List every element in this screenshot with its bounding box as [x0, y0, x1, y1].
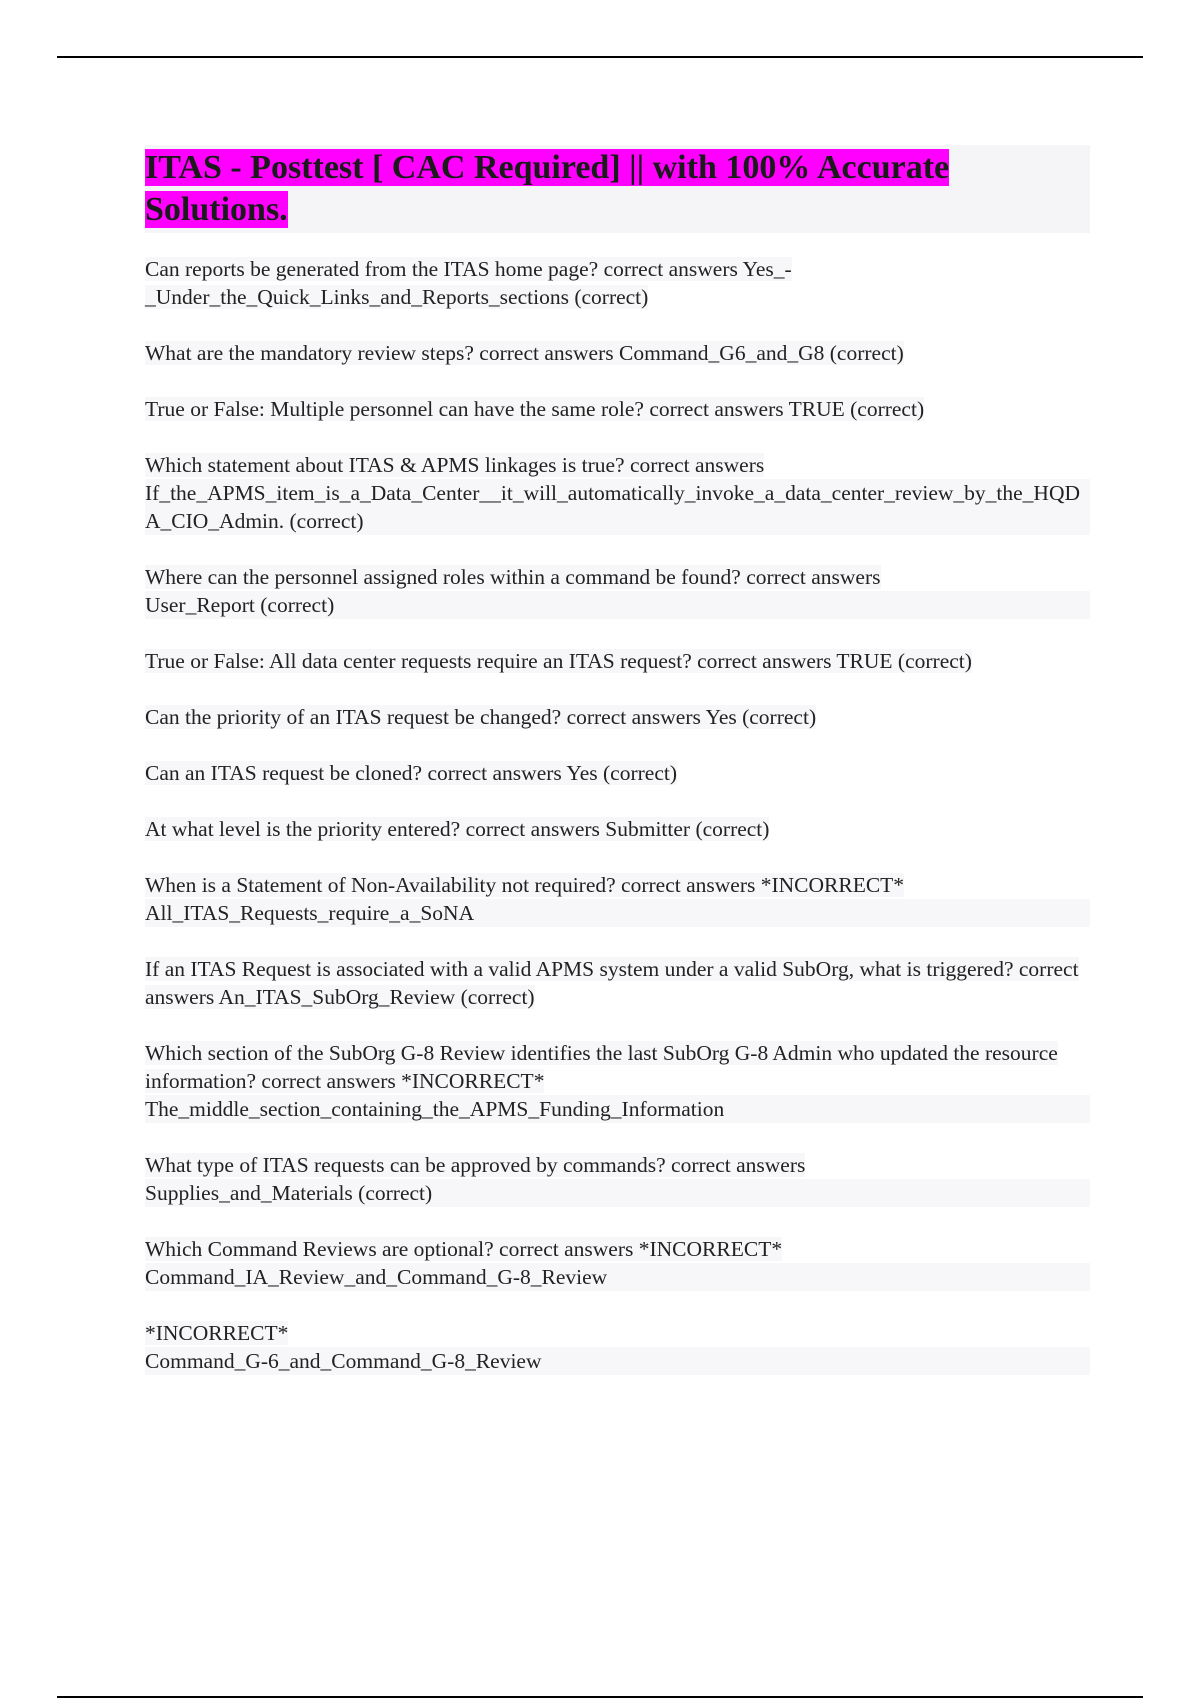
answer-text: Command_IA_Review_and_Command_G-8_Review	[145, 1263, 1090, 1291]
bottom-rule	[57, 1696, 1143, 1698]
question-text: Can the priority of an ITAS request be changed? correct answers Yes (correct)	[145, 705, 817, 729]
answer-text: If_the_APMS_item_is_a_Data_Center__it_will_automatically_invoke_a_data_center_review_by_the_HQDA_CIO_Admin. (correct)	[145, 479, 1090, 535]
answer-text: User_Report (correct)	[145, 591, 1090, 619]
qa-item	[145, 451, 1090, 535]
question-text: What are the mandatory review steps? correct answers Command_G6_and_G8 (correct)	[145, 341, 904, 365]
qa-item	[145, 955, 1090, 1011]
qa-item	[145, 395, 1090, 423]
question-text: Which section of the SubOrg G-8 Review identifies the last SubOrg G-8 Admin who updated the resource information? correct answers *INCORRECT*	[145, 1041, 1058, 1093]
qa-item	[145, 563, 1090, 619]
question-text: *INCORRECT*	[145, 1321, 289, 1345]
qa-item	[145, 815, 1090, 843]
question-text: Which Command Reviews are optional? correct answers *INCORRECT*	[145, 1237, 783, 1261]
question-text: Can reports be generated from the ITAS home page? correct answers Yes_-_Under_the_Quick_Links_and_Reports_sections (correct)	[145, 257, 792, 309]
qa-item	[145, 647, 1090, 675]
answer-text: All_ITAS_Requests_require_a_SoNA	[145, 899, 1090, 927]
answer-text: Supplies_and_Materials (correct)	[145, 1179, 1090, 1207]
qa-item	[145, 1319, 1090, 1375]
qa-item	[145, 255, 1090, 311]
qa-item	[145, 871, 1090, 927]
question-text: Where can the personnel assigned roles within a command be found? correct answers	[145, 565, 881, 589]
question-text: Can an ITAS request be cloned? correct answers Yes (correct)	[145, 761, 677, 785]
question-text: If an ITAS Request is associated with a valid APMS system under a valid SubOrg, what is triggered? correct answers An_ITAS_SubOrg_Review (correct)	[145, 957, 1079, 1009]
question-text: True or False: Multiple personnel can have the same role? correct answers TRUE (correct)	[145, 397, 925, 421]
document-title: ITAS - Posttest [ CAC Required] || with 100% Accurate Solutions.	[145, 149, 950, 228]
answer-text: Command_G-6_and_Command_G-8_Review	[145, 1347, 1090, 1375]
qa-item	[145, 703, 1090, 731]
top-rule	[57, 56, 1143, 58]
qa-item	[145, 1039, 1090, 1123]
qa-item	[145, 1151, 1090, 1207]
question-text: What type of ITAS requests can be approved by commands? correct answers	[145, 1153, 806, 1177]
question-text: At what level is the priority entered? correct answers Submitter (correct)	[145, 817, 770, 841]
qa-item	[145, 1235, 1090, 1291]
question-text: When is a Statement of Non-Availability not required? correct answers *INCORRECT*	[145, 873, 905, 897]
document-body	[145, 145, 1090, 1403]
question-text: Which statement about ITAS & APMS linkages is true? correct answers	[145, 453, 765, 477]
qa-item	[145, 339, 1090, 367]
qa-item	[145, 759, 1090, 787]
title-block	[145, 145, 1090, 233]
answer-text: The_middle_section_containing_the_APMS_Funding_Information	[145, 1095, 1090, 1123]
question-text: True or False: All data center requests require an ITAS request? correct answers TRUE (correct)	[145, 649, 972, 673]
